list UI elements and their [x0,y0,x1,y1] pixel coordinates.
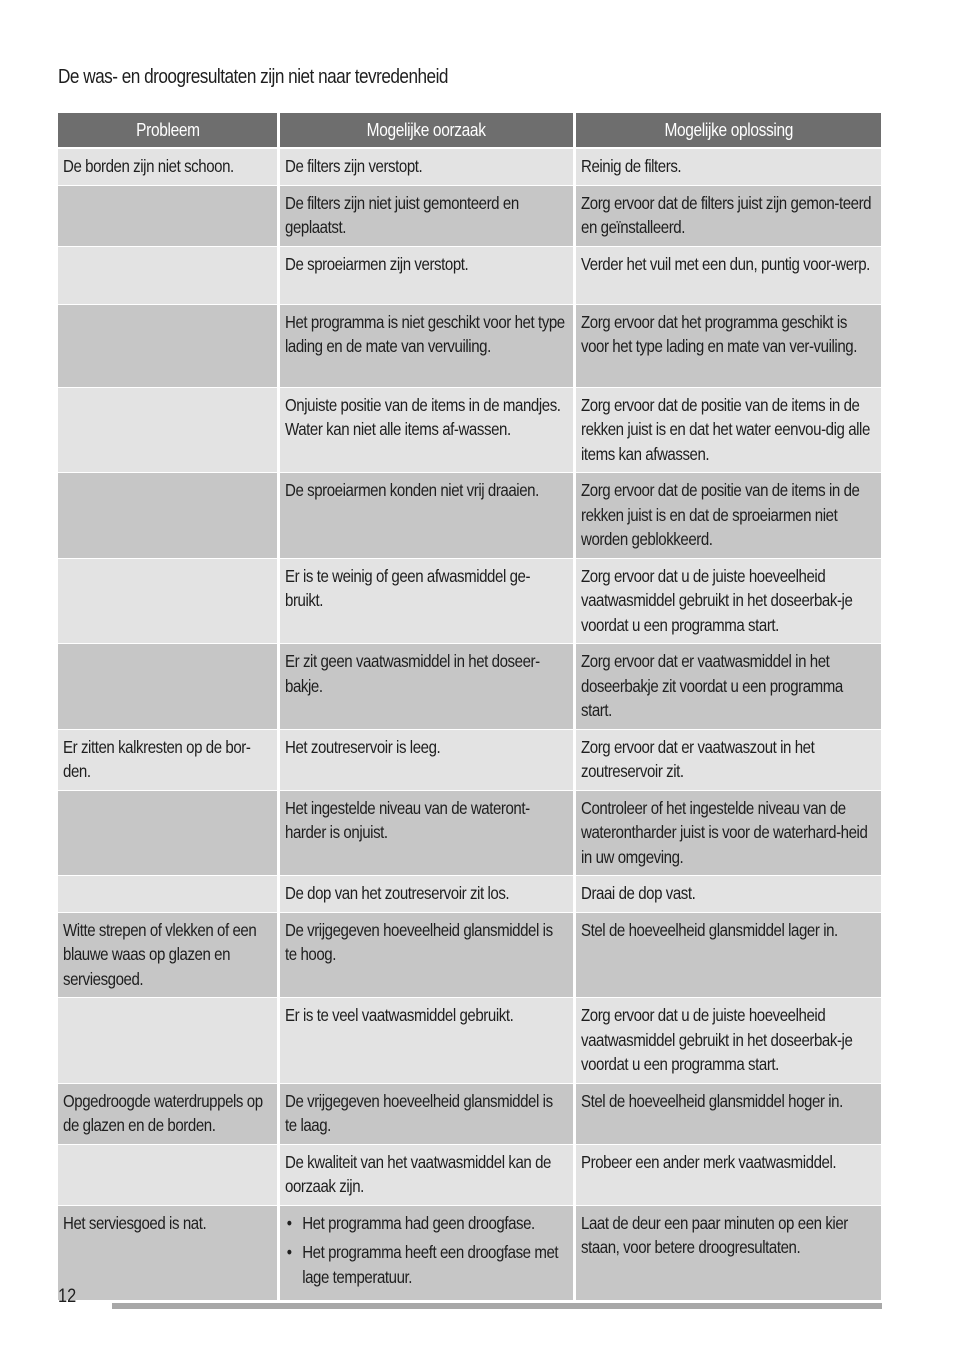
cause-cell: Er is te veel vaatwasmiddel gebruikt. [280,998,573,1084]
section-title: De was- en droogresultaten zijn niet naar tevredenheid [58,66,448,88]
cause-cell: Onjuiste positie van de items in de mandjes. Water kan niet alle items af-wassen. [280,388,573,474]
footer-rule [112,1303,882,1309]
table-row [58,791,881,877]
solution-cell: Draai de dop vast. [576,876,881,913]
header-cause: Mogelijke oorzaak [280,113,573,149]
solution-cell: Laat de deur een paar minuten op een kier staan, voor betere droogresultaten. [576,1206,881,1302]
cause-cell: Er is te weinig of geen afwasmiddel ge-bruikt. [280,559,573,645]
problem-cell: Het serviesgoed is nat. [58,1206,277,1302]
cause-cell: Het zoutreservoir is leeg. [280,730,573,791]
table-header-row [58,113,881,149]
cause-cell: De filters zijn verstopt. [280,149,573,186]
problem-cell [58,559,277,645]
cause-cell: De vrijgegeven hoeveelheid glansmiddel is te hoog. [280,913,573,999]
solution-cell: Controleer of het ingestelde niveau van de waterontharder juist is voor de waterhard-heid in uw omgeving. [576,791,881,877]
cause-cell: Het ingestelde niveau van de wateront-harder is onjuist. [280,791,573,877]
problem-cell [58,1145,277,1206]
table-row [58,1145,881,1206]
table-row [58,730,881,791]
problem-cell [58,388,277,474]
solution-cell: Reinig de filters. [576,149,881,186]
problem-cell [58,998,277,1084]
solution-cell: Zorg ervoor dat er vaatwasmiddel in het doseerbakje zit voordat u een programma start. [576,644,881,730]
header-solution: Mogelijke oplossing [576,113,881,149]
cause-cell: De sproeiarmen konden niet vrij draaien. [280,473,573,559]
table-row [58,473,881,559]
solution-cell: Stel de hoeveelheid glansmiddel lager in. [576,913,881,999]
solution-cell: Zorg ervoor dat de positie van de items in de rekken juist is en dat het water eenvou-dig alle items kan afwassen. [576,388,881,474]
cause-cell [280,1206,573,1302]
table-row [58,1084,881,1145]
table-row [58,644,881,730]
problem-cell [58,247,277,305]
table-row [58,559,881,645]
table-row [58,388,881,474]
header-problem: Probleem [58,113,277,149]
cause-bullet-list [285,1211,567,1290]
cause-cell: De vrijgegeven hoeveelheid glansmiddel is te laag. [280,1084,573,1145]
solution-cell: Probeer een ander merk vaatwasmiddel. [576,1145,881,1206]
problem-cell [58,644,277,730]
solution-cell: Zorg ervoor dat de positie van de items in de rekken juist is en dat de sproeiarmen niet worden geblokkeerd. [576,473,881,559]
solution-cell: Zorg ervoor dat u de juiste hoeveelheid vaatwasmiddel gebruikt in het doseerbak-je voordat u een programma start. [576,559,881,645]
table-row [58,186,881,247]
cause-cell: De kwaliteit van het vaatwasmiddel kan de oorzaak zijn. [280,1145,573,1206]
bullet-item: • Het programma heeft een droogfase met lage temperatuur. [285,1240,567,1289]
cause-cell: De dop van het zoutreservoir zit los. [280,876,573,913]
problem-cell: Witte strepen of vlekken of een blauwe waas op glazen en serviesgoed. [58,913,277,999]
solution-cell: Stel de hoeveelheid glansmiddel hoger in. [576,1084,881,1145]
problem-cell [58,791,277,877]
table-row [58,247,881,305]
problem-cell [58,473,277,559]
table-row [58,876,881,913]
solution-cell: Zorg ervoor dat er vaatwaszout in het zoutreservoir zit. [576,730,881,791]
page-number: 12 [58,1286,77,1307]
table-row [58,1206,881,1302]
solution-cell: Zorg ervoor dat u de juiste hoeveelheid vaatwasmiddel gebruikt in het doseerbak-je voordat u een programma start. [576,998,881,1084]
problem-cell: De borden zijn niet schoon. [58,149,277,186]
cause-cell: De filters zijn niet juist gemonteerd en geplaatst. [280,186,573,247]
problem-cell [58,305,277,388]
problem-cell [58,876,277,913]
problem-cell: Opgedroogde waterdruppels op de glazen en de borden. [58,1084,277,1145]
table-row [58,305,881,388]
troubleshooting-table [55,113,884,1301]
cause-cell: Er zit geen vaatwasmiddel in het doseer-bakje. [280,644,573,730]
cause-cell: Het programma is niet geschikt voor het type lading en de mate van vervuiling. [280,305,573,388]
table-row [58,998,881,1084]
cause-cell: De sproeiarmen zijn verstopt. [280,247,573,305]
table-row [58,913,881,999]
solution-cell: Zorg ervoor dat het programma geschikt is voor het type lading en mate van ver-vuiling. [576,305,881,388]
problem-cell [58,186,277,247]
solution-cell: Zorg ervoor dat de filters juist zijn gemon-teerd en geïnstalleerd. [576,186,881,247]
problem-cell: Er zitten kalkresten op de bor-den. [58,730,277,791]
bullet-item: • Het programma had geen droogfase. [285,1211,567,1236]
solution-cell: Verder het vuil met een dun, puntig voor-werp. [576,247,881,305]
table-row [58,149,881,186]
